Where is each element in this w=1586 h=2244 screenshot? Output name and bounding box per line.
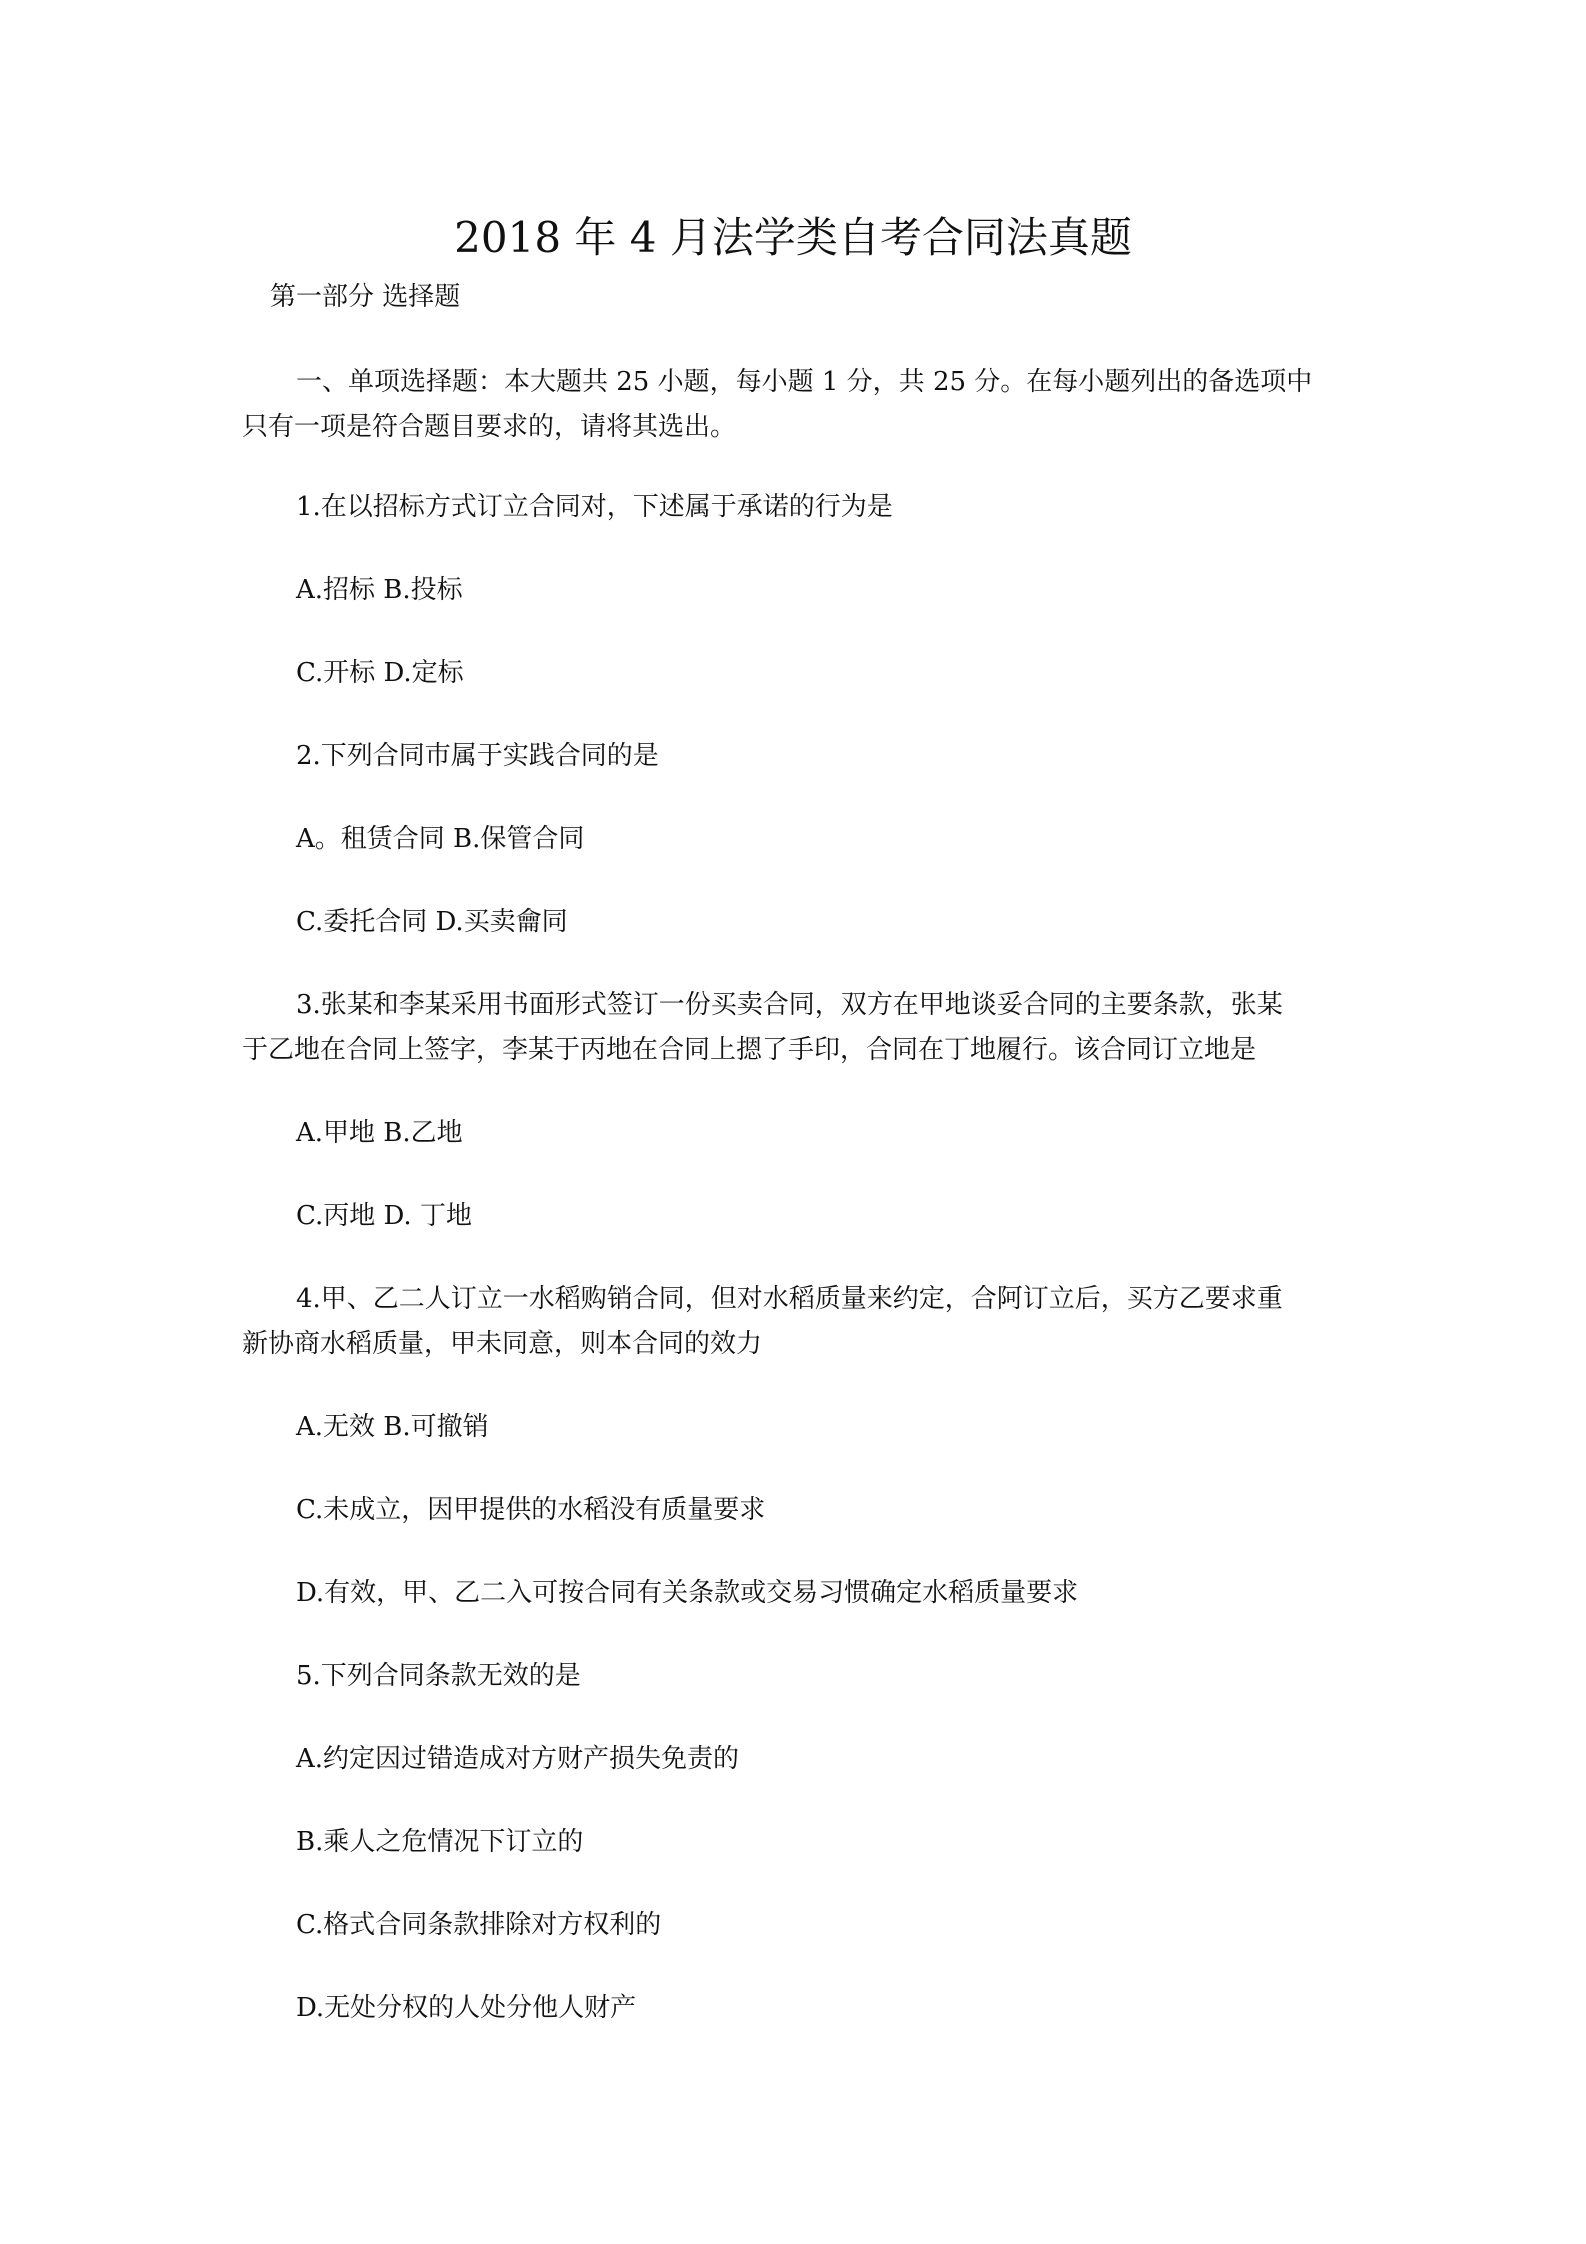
question-4-option-c: C.未成立，因甲提供的水稻没有质量要求 <box>296 1495 766 1525</box>
question-5-option-d: D.无处分权的人处分他人财产 <box>296 1993 637 2023</box>
question-4-option-d: D.有效，甲、乙二入可按合同有关条款或交易习惯确定水稻质量要求 <box>296 1578 1079 1608</box>
question-5-option-c: C.格式合同条款排除对方权利的 <box>296 1910 662 1940</box>
question-3-stem-line-1: 3.张某和李某采用书面形式签订一份买卖合同，双方在甲地谈妥合同的主要条款，张某 <box>296 990 1283 1020</box>
question-3-option-row-2: C.丙地 D. 丁地 <box>296 1201 472 1231</box>
question-1-stem: 1.在以招标方式订立合同对，下述属于承诺的行为是 <box>296 492 893 522</box>
question-5-option-a: A.约定因过错造成对方财产损失免责的 <box>296 1744 740 1774</box>
question-5-stem: 5.下列合同条款无效的是 <box>296 1661 581 1691</box>
question-1-option-row-1: A.招标 B.投标 <box>296 575 463 605</box>
question-5-option-b: B.乘人之危情况下订立的 <box>296 1827 584 1857</box>
question-2-option-row-2: C.委托合同 D.买卖龠同 <box>296 907 568 937</box>
instructions-line-1: 一、单项选择题：本大题共 25 小题，每小题 1 分，共 25 分。在每小题列出的备选项中 <box>296 367 1313 397</box>
question-2-stem: 2.下列合同巿属于实践合同的是 <box>296 741 659 771</box>
question-4-stem-line-1: 4.甲、乙二人订立一水稻购销合同，但对水稻质量来约定，合阿订立后，买方乙要求重 <box>296 1284 1283 1314</box>
question-4-stem-line-2: 新协商水稻质量，甲未同意，则本合同的效力 <box>242 1329 763 1359</box>
question-3-stem-line-2: 于乙地在合同上签字，李某于丙地在合同上摁了手印，合同在丁地履行。该合同订立地是 <box>242 1035 1257 1065</box>
question-2-option-row-1: A。租赁合同 B.保管合同 <box>296 824 585 854</box>
question-1-option-row-2: C.开标 D.定标 <box>296 658 464 688</box>
instructions-line-2: 只有一项是符合题目要求的，请将其选出。 <box>242 412 737 442</box>
question-3-option-row-1: A.甲地 B.乙地 <box>296 1118 463 1148</box>
section-heading: 第一部分 选择题 <box>270 282 461 312</box>
question-4-option-row-1: A.无效 B.可撤销 <box>296 1412 489 1442</box>
page-title: 2018 年 4 月法学类自考合同法真题 <box>454 213 1132 262</box>
